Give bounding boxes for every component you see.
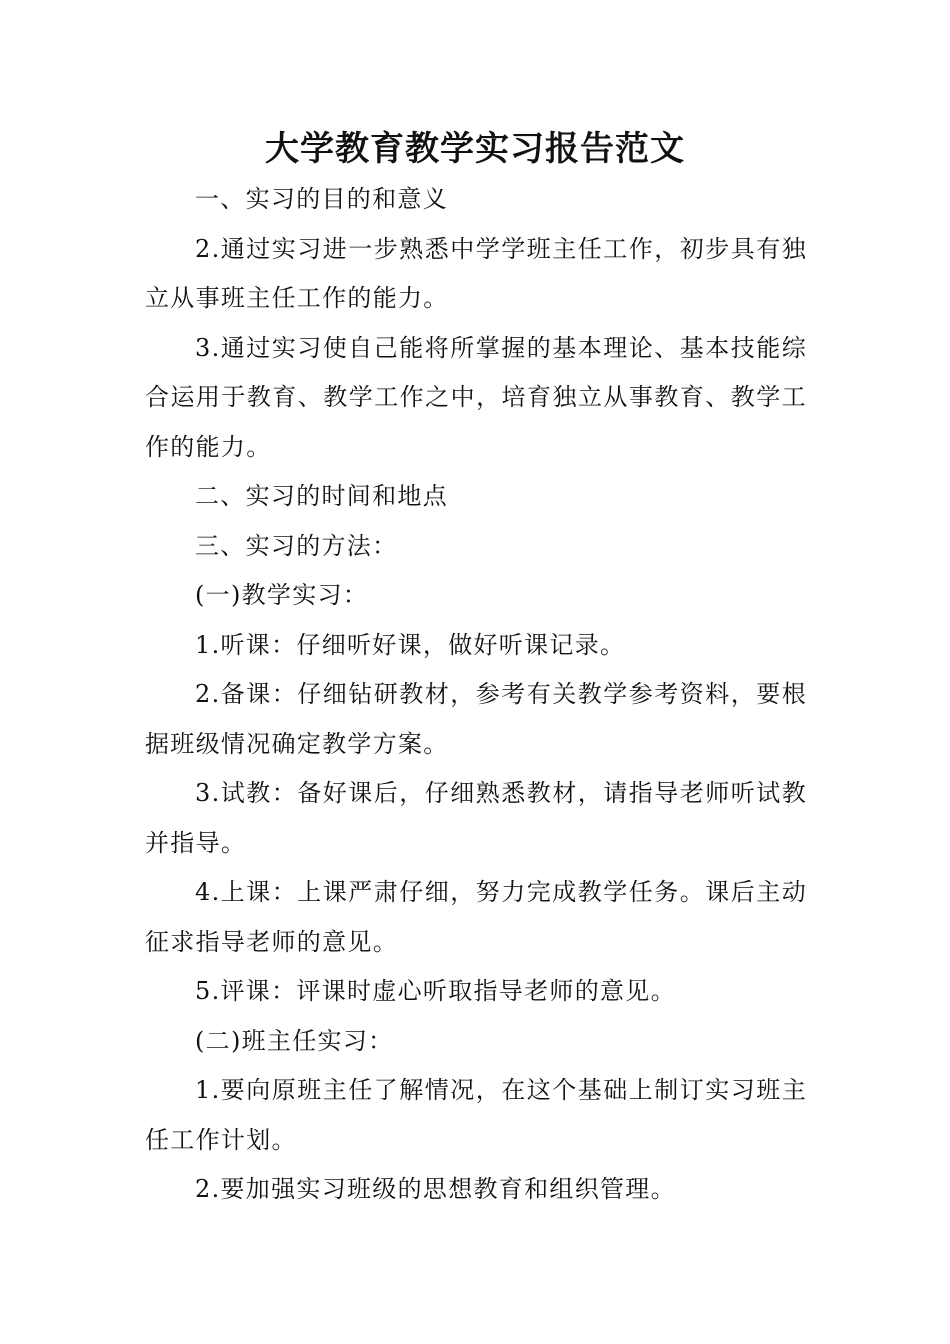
section-heading: 一、实习的目的和意义 (195, 185, 448, 213)
list-item: 5.评课：评课时虚心听取指导老师的意见。 (195, 977, 676, 1005)
document-body (145, 175, 807, 1215)
section-heading: 二、实习的时间和地点 (195, 482, 448, 510)
list-item: 2.要加强实习班级的思想教育和组织管理。 (195, 1175, 676, 1203)
subsection-heading: (二)班主任实习： (195, 1026, 394, 1055)
document-title: 大学教育教学实习报告范文 (265, 129, 685, 169)
section-heading: 三、实习的方法： (195, 531, 398, 560)
list-item: 1.听课：仔细听好课，做好听课记录。 (195, 630, 626, 659)
paragraph: 2.通过实习进一步熟悉中学学班主任工作，初步具有独立从事班主任工作的能力。 (145, 234, 807, 312)
list-item: 3.试教：备好课后，仔细熟悉教材，请指导老师听试教并指导。 (145, 779, 807, 857)
paragraph: 3.通过实习使自己能将所掌握的基本理论、基本技能综合运用于教育、教学工作之中，培育独立从事教育、教学工作的能力。 (145, 333, 807, 461)
list-item: 2.备课：仔细钻研教材，参考有关教学参考资料，要根据班级情况确定教学方案。 (145, 680, 807, 758)
list-item: 4.上课：上课严肃仔细，努力完成教学任务。课后主动征求指导老师的意见。 (145, 878, 807, 956)
subsection-heading: (一)教学实习： (195, 581, 369, 609)
list-item: 1.要向原班主任了解情况，在这个基础上制订实习班主任工作计划。 (145, 1076, 807, 1154)
